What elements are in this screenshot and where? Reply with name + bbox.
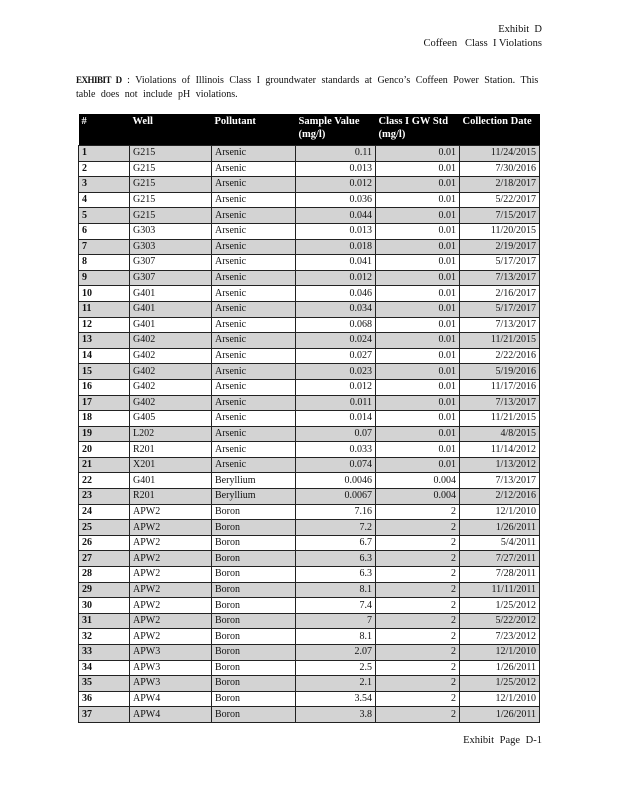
class-std-cell: 0.01 <box>376 317 460 333</box>
well-cell: G402 <box>130 364 212 380</box>
class-std-cell: 0.01 <box>376 255 460 271</box>
sample-value-cell: 6.3 <box>296 567 376 583</box>
pollutant-cell: Arsenic <box>212 348 296 364</box>
collection-date-cell: 5/22/2017 <box>460 192 540 208</box>
row-number-cell: 13 <box>79 333 130 349</box>
exhibit-title: Exhibit D <box>498 24 542 35</box>
pollutant-cell: Boron <box>212 645 296 661</box>
well-cell: G215 <box>130 161 212 177</box>
row-number-cell: 23 <box>79 489 130 505</box>
class-std-cell: 2 <box>376 707 460 723</box>
row-number-cell: 8 <box>79 255 130 271</box>
sample-value-cell: 6.3 <box>296 551 376 567</box>
collection-date-cell: 11/21/2015 <box>460 411 540 427</box>
pollutant-cell: Arsenic <box>212 286 296 302</box>
row-number-cell: 33 <box>79 645 130 661</box>
sample-value-cell: 0.036 <box>296 192 376 208</box>
table-row <box>79 582 540 598</box>
sample-value-cell: 0.018 <box>296 239 376 255</box>
class-std-cell: 0.01 <box>376 301 460 317</box>
class-std-cell: 0.01 <box>376 177 460 193</box>
table-row <box>79 223 540 239</box>
well-cell: G307 <box>130 270 212 286</box>
sample-value-cell: 2.5 <box>296 660 376 676</box>
class-std-cell: 0.004 <box>376 489 460 505</box>
class-std-cell: 0.01 <box>376 457 460 473</box>
collection-date-cell: 1/26/2011 <box>460 707 540 723</box>
table-row <box>79 457 540 473</box>
pollutant-cell: Boron <box>212 660 296 676</box>
collection-date-cell: 7/15/2017 <box>460 208 540 224</box>
well-cell: APW4 <box>130 707 212 723</box>
row-number-cell: 4 <box>79 192 130 208</box>
well-cell: G215 <box>130 177 212 193</box>
page-footer: Exhibit Page D-1 <box>463 735 542 746</box>
sample-value-cell: 0.013 <box>296 161 376 177</box>
class-std-cell: 0.01 <box>376 161 460 177</box>
well-cell: G405 <box>130 411 212 427</box>
sample-value-cell: 3.8 <box>296 707 376 723</box>
well-cell: G215 <box>130 208 212 224</box>
collection-date-cell: 1/13/2012 <box>460 457 540 473</box>
sample-value-cell: 3.54 <box>296 691 376 707</box>
collection-date-cell: 12/1/2010 <box>460 504 540 520</box>
sample-value-cell: 0.014 <box>296 411 376 427</box>
sample-value-cell: 0.068 <box>296 317 376 333</box>
row-number-cell: 14 <box>79 348 130 364</box>
sample-value-cell: 0.012 <box>296 177 376 193</box>
pollutant-cell: Boron <box>212 629 296 645</box>
row-number-cell: 31 <box>79 613 130 629</box>
pollutant-cell: Arsenic <box>212 239 296 255</box>
table-row <box>79 535 540 551</box>
pollutant-cell: Arsenic <box>212 146 296 162</box>
table-row <box>79 707 540 723</box>
table-row <box>79 146 540 162</box>
sample-value-cell: 0.044 <box>296 208 376 224</box>
pollutant-cell: Arsenic <box>212 208 296 224</box>
sample-value-cell: 0.074 <box>296 457 376 473</box>
row-number-cell: 22 <box>79 473 130 489</box>
collection-date-cell: 1/26/2011 <box>460 520 540 536</box>
well-cell: G307 <box>130 255 212 271</box>
row-number-cell: 2 <box>79 161 130 177</box>
table-row <box>79 426 540 442</box>
pollutant-cell: Boron <box>212 676 296 692</box>
table-row <box>79 442 540 458</box>
intro-paragraph <box>76 73 546 102</box>
collection-date-cell: 1/25/2012 <box>460 676 540 692</box>
pollutant-cell: Arsenic <box>212 301 296 317</box>
intro-label: EXHIBIT D <box>76 75 122 85</box>
table-row <box>79 177 540 193</box>
sample-value-cell: 0.012 <box>296 270 376 286</box>
class-std-cell: 0.01 <box>376 426 460 442</box>
table-row <box>79 645 540 661</box>
header-collection-date: Collection Date <box>460 114 540 146</box>
table-row <box>79 255 540 271</box>
row-number-cell: 6 <box>79 223 130 239</box>
class-std-cell: 0.01 <box>376 146 460 162</box>
pollutant-cell: Arsenic <box>212 192 296 208</box>
pollutant-cell: Boron <box>212 707 296 723</box>
well-cell: G402 <box>130 333 212 349</box>
class-std-cell: 2 <box>376 582 460 598</box>
sample-value-cell: 0.023 <box>296 364 376 380</box>
table-header-row <box>79 114 540 146</box>
well-cell: G402 <box>130 395 212 411</box>
class-std-cell: 0.01 <box>376 442 460 458</box>
pollutant-cell: Arsenic <box>212 364 296 380</box>
sample-value-cell: 0.07 <box>296 426 376 442</box>
class-std-cell: 0.01 <box>376 286 460 302</box>
collection-date-cell: 1/25/2012 <box>460 598 540 614</box>
class-std-cell: 2 <box>376 504 460 520</box>
collection-date-cell: 1/26/2011 <box>460 660 540 676</box>
well-cell: APW4 <box>130 691 212 707</box>
pollutant-cell: Boron <box>212 613 296 629</box>
sample-value-cell: 0.11 <box>296 146 376 162</box>
well-cell: G402 <box>130 379 212 395</box>
header-number: # <box>79 114 130 146</box>
class-std-cell: 2 <box>376 645 460 661</box>
table-row <box>79 286 540 302</box>
sample-value-cell: 0.046 <box>296 286 376 302</box>
table-row <box>79 691 540 707</box>
row-number-cell: 5 <box>79 208 130 224</box>
table-row <box>79 520 540 536</box>
well-cell: G215 <box>130 146 212 162</box>
header-well: Well <box>130 114 212 146</box>
sample-value-cell: 8.1 <box>296 629 376 645</box>
well-cell: G402 <box>130 348 212 364</box>
class-std-cell: 2 <box>376 660 460 676</box>
pollutant-cell: Boron <box>212 691 296 707</box>
well-cell: APW2 <box>130 551 212 567</box>
well-cell: X201 <box>130 457 212 473</box>
row-number-cell: 24 <box>79 504 130 520</box>
class-std-cell: 0.01 <box>376 333 460 349</box>
pollutant-cell: Arsenic <box>212 442 296 458</box>
collection-date-cell: 7/13/2017 <box>460 395 540 411</box>
table-row <box>79 348 540 364</box>
sample-value-cell: 8.1 <box>296 582 376 598</box>
collection-date-cell: 7/23/2012 <box>460 629 540 645</box>
collection-date-cell: 7/13/2017 <box>460 317 540 333</box>
pollutant-cell: Beryllium <box>212 473 296 489</box>
class-std-cell: 2 <box>376 520 460 536</box>
table-row <box>79 379 540 395</box>
row-number-cell: 3 <box>79 177 130 193</box>
well-cell: APW2 <box>130 629 212 645</box>
class-std-cell: 0.01 <box>376 411 460 427</box>
sample-value-cell: 0.024 <box>296 333 376 349</box>
collection-date-cell: 2/12/2016 <box>460 489 540 505</box>
collection-date-cell: 2/18/2017 <box>460 177 540 193</box>
well-cell: G401 <box>130 286 212 302</box>
collection-date-cell: 11/24/2015 <box>460 146 540 162</box>
sample-value-cell: 0.027 <box>296 348 376 364</box>
pollutant-cell: Arsenic <box>212 177 296 193</box>
table-row <box>79 317 540 333</box>
well-cell: R201 <box>130 489 212 505</box>
sample-value-cell: 7.4 <box>296 598 376 614</box>
pollutant-cell: Boron <box>212 535 296 551</box>
class-std-cell: 2 <box>376 535 460 551</box>
table-row <box>79 676 540 692</box>
well-cell: APW2 <box>130 520 212 536</box>
sample-value-cell: 0.0046 <box>296 473 376 489</box>
header-sample-value: Sample Value (mg/l) <box>296 114 376 146</box>
pollutant-cell: Boron <box>212 551 296 567</box>
well-cell: APW2 <box>130 582 212 598</box>
well-cell: APW2 <box>130 598 212 614</box>
pollutant-cell: Arsenic <box>212 379 296 395</box>
row-number-cell: 12 <box>79 317 130 333</box>
table-row <box>79 473 540 489</box>
pollutant-cell: Arsenic <box>212 161 296 177</box>
sample-value-cell: 0.034 <box>296 301 376 317</box>
table-row <box>79 395 540 411</box>
intro-text: : Violations of Illinois Class I groundwater standards at Genco’s Coffeen Power Station. This table does not include pH violations. <box>76 75 539 100</box>
violations-table <box>78 114 540 723</box>
collection-date-cell: 12/1/2010 <box>460 645 540 661</box>
pollutant-cell: Arsenic <box>212 457 296 473</box>
table-row <box>79 504 540 520</box>
row-number-cell: 30 <box>79 598 130 614</box>
sample-value-cell: 0.012 <box>296 379 376 395</box>
row-number-cell: 26 <box>79 535 130 551</box>
row-number-cell: 11 <box>79 301 130 317</box>
collection-date-cell: 7/13/2017 <box>460 270 540 286</box>
class-std-cell: 0.01 <box>376 223 460 239</box>
table-row <box>79 333 540 349</box>
table-row <box>79 208 540 224</box>
sample-value-cell: 7.2 <box>296 520 376 536</box>
row-number-cell: 27 <box>79 551 130 567</box>
row-number-cell: 17 <box>79 395 130 411</box>
well-cell: G401 <box>130 317 212 333</box>
collection-date-cell: 11/20/2015 <box>460 223 540 239</box>
class-std-cell: 2 <box>376 613 460 629</box>
class-std-cell: 2 <box>376 567 460 583</box>
exhibit-subtitle: Coffeen Class I Violations <box>423 38 542 49</box>
table-row <box>79 192 540 208</box>
well-cell: G401 <box>130 301 212 317</box>
row-number-cell: 18 <box>79 411 130 427</box>
class-std-cell: 2 <box>376 629 460 645</box>
class-std-cell: 0.01 <box>376 239 460 255</box>
collection-date-cell: 4/8/2015 <box>460 426 540 442</box>
sample-value-cell: 0.033 <box>296 442 376 458</box>
class-std-cell: 2 <box>376 598 460 614</box>
row-number-cell: 10 <box>79 286 130 302</box>
sample-value-cell: 7 <box>296 613 376 629</box>
sample-value-cell: 6.7 <box>296 535 376 551</box>
well-cell: APW2 <box>130 535 212 551</box>
pollutant-cell: Arsenic <box>212 333 296 349</box>
row-number-cell: 36 <box>79 691 130 707</box>
table-row <box>79 301 540 317</box>
row-number-cell: 21 <box>79 457 130 473</box>
well-cell: APW3 <box>130 660 212 676</box>
row-number-cell: 32 <box>79 629 130 645</box>
row-number-cell: 35 <box>79 676 130 692</box>
class-std-cell: 2 <box>376 676 460 692</box>
row-number-cell: 16 <box>79 379 130 395</box>
row-number-cell: 19 <box>79 426 130 442</box>
well-cell: APW2 <box>130 567 212 583</box>
collection-date-cell: 5/22/2012 <box>460 613 540 629</box>
collection-date-cell: 11/11/2011 <box>460 582 540 598</box>
collection-date-cell: 2/22/2016 <box>460 348 540 364</box>
class-std-cell: 0.01 <box>376 395 460 411</box>
pollutant-cell: Boron <box>212 520 296 536</box>
class-std-cell: 0.01 <box>376 208 460 224</box>
row-number-cell: 7 <box>79 239 130 255</box>
well-cell: G401 <box>130 473 212 489</box>
collection-date-cell: 2/19/2017 <box>460 239 540 255</box>
pollutant-cell: Arsenic <box>212 223 296 239</box>
table-row <box>79 489 540 505</box>
collection-date-cell: 7/13/2017 <box>460 473 540 489</box>
table-row <box>79 613 540 629</box>
class-std-cell: 0.01 <box>376 379 460 395</box>
collection-date-cell: 5/19/2016 <box>460 364 540 380</box>
collection-date-cell: 11/17/2016 <box>460 379 540 395</box>
collection-date-cell: 11/21/2015 <box>460 333 540 349</box>
collection-date-cell: 7/30/2016 <box>460 161 540 177</box>
row-number-cell: 20 <box>79 442 130 458</box>
well-cell: G215 <box>130 192 212 208</box>
pollutant-cell: Boron <box>212 567 296 583</box>
collection-date-cell: 5/17/2017 <box>460 301 540 317</box>
collection-date-cell: 7/28/2011 <box>460 567 540 583</box>
pollutant-cell: Arsenic <box>212 255 296 271</box>
pollutant-cell: Arsenic <box>212 426 296 442</box>
collection-date-cell: 2/16/2017 <box>460 286 540 302</box>
pollutant-cell: Boron <box>212 582 296 598</box>
table-row <box>79 598 540 614</box>
sample-value-cell: 0.013 <box>296 223 376 239</box>
pollutant-cell: Beryllium <box>212 489 296 505</box>
table-body <box>79 146 540 723</box>
pollutant-cell: Arsenic <box>212 395 296 411</box>
collection-date-cell: 11/14/2012 <box>460 442 540 458</box>
collection-date-cell: 12/1/2010 <box>460 691 540 707</box>
table-row <box>79 629 540 645</box>
row-number-cell: 28 <box>79 567 130 583</box>
table-row <box>79 551 540 567</box>
well-cell: R201 <box>130 442 212 458</box>
sample-value-cell: 2.1 <box>296 676 376 692</box>
sample-value-cell: 0.011 <box>296 395 376 411</box>
header-pollutant: Pollutant <box>212 114 296 146</box>
pollutant-cell: Boron <box>212 504 296 520</box>
class-std-cell: 0.01 <box>376 270 460 286</box>
pollutant-cell: Arsenic <box>212 317 296 333</box>
table-row <box>79 161 540 177</box>
well-cell: L202 <box>130 426 212 442</box>
class-std-cell: 0.01 <box>376 364 460 380</box>
class-std-cell: 0.01 <box>376 348 460 364</box>
row-number-cell: 34 <box>79 660 130 676</box>
collection-date-cell: 7/27/2011 <box>460 551 540 567</box>
well-cell: G303 <box>130 239 212 255</box>
row-number-cell: 15 <box>79 364 130 380</box>
class-std-cell: 0.01 <box>376 192 460 208</box>
table-row <box>79 411 540 427</box>
row-number-cell: 25 <box>79 520 130 536</box>
collection-date-cell: 5/17/2017 <box>460 255 540 271</box>
table-row <box>79 270 540 286</box>
class-std-cell: 2 <box>376 551 460 567</box>
well-cell: APW2 <box>130 504 212 520</box>
well-cell: APW2 <box>130 613 212 629</box>
pollutant-cell: Arsenic <box>212 270 296 286</box>
table-row <box>79 660 540 676</box>
pollutant-cell: Boron <box>212 598 296 614</box>
class-std-cell: 2 <box>376 691 460 707</box>
pollutant-cell: Arsenic <box>212 411 296 427</box>
sample-value-cell: 0.041 <box>296 255 376 271</box>
well-cell: APW3 <box>130 645 212 661</box>
sample-value-cell: 7.16 <box>296 504 376 520</box>
well-cell: G303 <box>130 223 212 239</box>
row-number-cell: 9 <box>79 270 130 286</box>
well-cell: APW3 <box>130 676 212 692</box>
row-number-cell: 37 <box>79 707 130 723</box>
collection-date-cell: 5/4/2011 <box>460 535 540 551</box>
sample-value-cell: 2.07 <box>296 645 376 661</box>
table-row <box>79 567 540 583</box>
row-number-cell: 29 <box>79 582 130 598</box>
row-number-cell: 1 <box>79 146 130 162</box>
class-std-cell: 0.004 <box>376 473 460 489</box>
sample-value-cell: 0.0067 <box>296 489 376 505</box>
table-row <box>79 239 540 255</box>
table-row <box>79 364 540 380</box>
header-class-std: Class I GW Std (mg/l) <box>376 114 460 146</box>
